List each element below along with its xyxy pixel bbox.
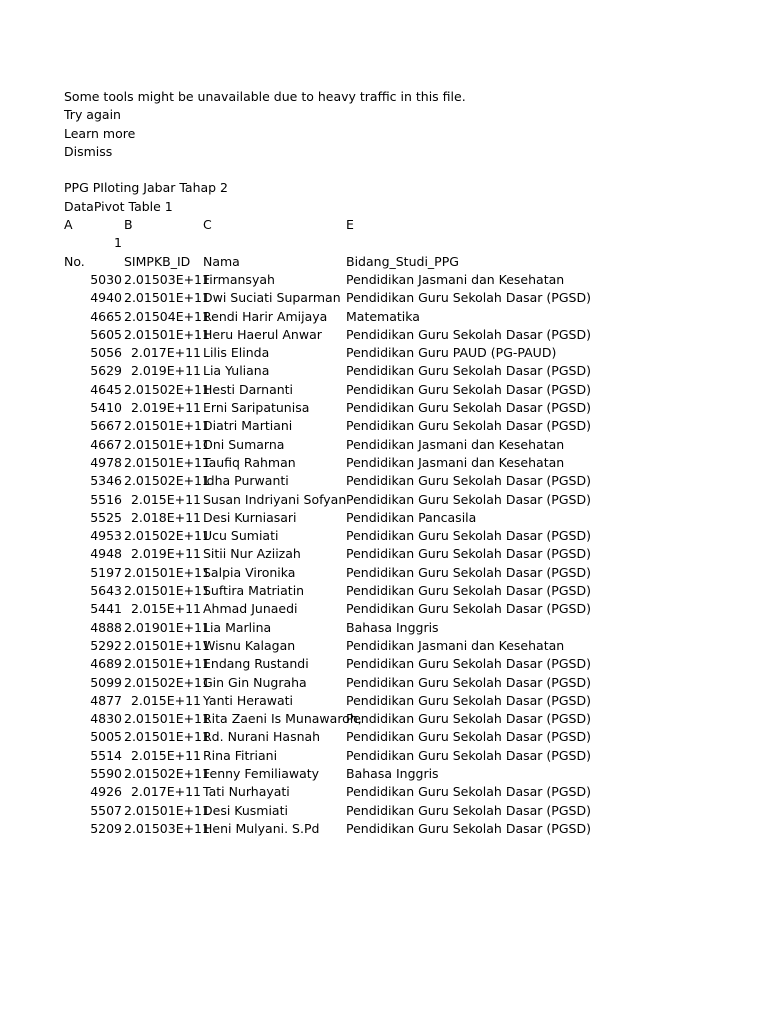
cell-bidang-studi: Bahasa Inggris <box>346 619 439 635</box>
cell-nama: Heni Mulyani. S.Pd <box>203 820 320 836</box>
cell-no: 5346 <box>90 473 122 489</box>
cell-simpkb-id: 2.01502E+11 <box>124 528 210 544</box>
table-row <box>64 545 704 563</box>
table-row <box>64 655 704 673</box>
cell-no: 5099 <box>90 674 122 690</box>
table-row <box>64 289 704 307</box>
cell-simpkb-id: 2.01501E+11 <box>124 564 210 580</box>
document-subtitle: DataPivot Table 1 <box>64 198 173 214</box>
table-row <box>64 692 704 710</box>
cell-bidang-studi: Pendidikan Guru Sekolah Dasar (PGSD) <box>346 381 591 397</box>
dismiss-link[interactable]: Dismiss <box>64 143 113 159</box>
table-row <box>64 417 704 435</box>
header-no: No. <box>64 253 85 269</box>
cell-bidang-studi: Bahasa Inggris <box>346 765 439 781</box>
cell-nama: Hesti Darnanti <box>203 381 294 397</box>
cell-no: 4665 <box>90 308 122 324</box>
cell-simpkb-id: 2.015E+11 <box>130 747 201 763</box>
cell-nama: Susan Indriyani Sofyan <box>203 491 347 507</box>
cell-nama: Oni Sumarna <box>203 436 285 452</box>
cell-bidang-studi: Pendidikan Guru Sekolah Dasar (PGSD) <box>346 491 591 507</box>
cell-nama: Rina Fitriani <box>203 747 278 763</box>
table-row <box>64 381 704 399</box>
table-row <box>64 674 704 692</box>
cell-simpkb-id: 2.01502E+11 <box>124 473 210 489</box>
table-row <box>64 399 704 417</box>
cell-no: 5643 <box>90 583 122 599</box>
header-bidang-studi: Bidang_Studi_PPG <box>346 253 459 269</box>
cell-no: 4953 <box>90 528 122 544</box>
cell-nama: Endang Rustandi <box>203 656 309 672</box>
try-again-link[interactable]: Try again <box>64 107 121 123</box>
cell-bidang-studi: Pendidikan Jasmani dan Kesehatan <box>346 436 565 452</box>
cell-simpkb-id: 2.01501E+11 <box>124 583 210 599</box>
cell-bidang-studi: Pendidikan Guru Sekolah Dasar (PGSD) <box>346 564 591 580</box>
table-row <box>64 728 704 746</box>
cell-no: 4877 <box>90 692 122 708</box>
cell-nama: Suftira Matriatin <box>203 583 305 599</box>
cell-simpkb-id: 2.01501E+11 <box>124 711 210 727</box>
table-row <box>64 783 704 801</box>
learn-more-link[interactable]: Learn more <box>64 125 136 141</box>
table-row <box>64 344 704 362</box>
cell-nama: Desi Kurniasari <box>203 509 297 525</box>
cell-nama: Gin Gin Nugraha <box>203 674 307 690</box>
cell-no: 4689 <box>90 656 122 672</box>
cell-bidang-studi: Pendidikan Guru Sekolah Dasar (PGSD) <box>346 674 591 690</box>
cell-simpkb-id: 2.01501E+11 <box>124 656 210 672</box>
cell-no: 4940 <box>90 290 122 306</box>
cell-bidang-studi: Pendidikan Guru Sekolah Dasar (PGSD) <box>346 802 591 818</box>
table-row <box>64 509 704 527</box>
table-row <box>64 491 704 509</box>
table-row <box>64 710 704 728</box>
cell-nama: Ahmad Junaedi <box>203 601 298 617</box>
cell-nama: Lilis Elinda <box>203 345 270 361</box>
cell-simpkb-id: 2.018E+11 <box>130 509 201 525</box>
cell-no: 5507 <box>90 802 122 818</box>
cell-bidang-studi: Pendidikan Guru Sekolah Dasar (PGSD) <box>346 711 591 727</box>
cell-nama: Wisnu Kalagan <box>203 637 296 653</box>
cell-simpkb-id: 2.01501E+11 <box>124 454 210 470</box>
cell-no: 5525 <box>90 509 122 525</box>
row-number-row <box>64 234 704 252</box>
cell-simpkb-id: 2.015E+11 <box>130 692 201 708</box>
cell-bidang-studi: Matematika <box>346 308 420 324</box>
cell-nama: Heru Haerul Anwar <box>203 326 322 342</box>
table-body <box>64 271 704 838</box>
cell-no: 4888 <box>90 619 122 635</box>
cell-no: 4948 <box>90 546 122 562</box>
cell-simpkb-id: 2.015E+11 <box>130 601 201 617</box>
cell-simpkb-id: 2.01502E+11 <box>124 765 210 781</box>
cell-nama: Firmansyah <box>203 271 275 287</box>
cell-no: 5410 <box>90 400 122 416</box>
cell-bidang-studi: Pendidikan Guru PAUD (PG-PAUD) <box>346 345 557 361</box>
cell-no: 4830 <box>90 711 122 727</box>
cell-no: 5209 <box>90 820 122 836</box>
cell-nama: Dwi Suciati Suparman <box>203 290 341 306</box>
cell-bidang-studi: Pendidikan Jasmani dan Kesehatan <box>346 454 565 470</box>
cell-no: 4645 <box>90 381 122 397</box>
cell-nama: Salpia Vironika <box>203 564 296 580</box>
cell-bidang-studi: Pendidikan Guru Sekolah Dasar (PGSD) <box>346 820 591 836</box>
cell-nama: Rita Zaeni Is Munawaroh, <box>203 711 362 727</box>
document-title: PPG PIloting Jabar Tahap 2 <box>64 180 229 196</box>
cell-bidang-studi: Pendidikan Guru Sekolah Dasar (PGSD) <box>346 747 591 763</box>
cell-nama: Ucu Sumiati <box>203 528 279 544</box>
table-row <box>64 436 704 454</box>
table-row <box>64 527 704 545</box>
table-row <box>64 326 704 344</box>
table-row <box>64 582 704 600</box>
cell-no: 5030 <box>90 271 122 287</box>
cell-nama: Lia Yuliana <box>203 363 270 379</box>
table-row <box>64 564 704 582</box>
cell-nama: Erni Saripatunisa <box>203 400 310 416</box>
cell-bidang-studi: Pendidikan Guru Sekolah Dasar (PGSD) <box>346 656 591 672</box>
cell-simpkb-id: 2.019E+11 <box>130 363 201 379</box>
cell-simpkb-id: 2.019E+11 <box>130 400 201 416</box>
cell-bidang-studi: Pendidikan Guru Sekolah Dasar (PGSD) <box>346 601 591 617</box>
cell-nama: Sitii Nur Aziizah <box>203 546 301 562</box>
cell-simpkb-id: 2.01901E+11 <box>124 619 210 635</box>
cell-simpkb-id: 2.01503E+11 <box>124 271 210 287</box>
spacer <box>64 161 704 179</box>
table-row <box>64 308 704 326</box>
column-letter-c: C <box>203 217 212 233</box>
cell-no: 5292 <box>90 637 122 653</box>
cell-simpkb-id: 2.01501E+11 <box>124 290 210 306</box>
cell-no: 5514 <box>90 747 122 763</box>
cell-bidang-studi: Pendidikan Jasmani dan Kesehatan <box>346 271 565 287</box>
column-letters-row <box>64 216 704 234</box>
table-header-row <box>64 253 704 271</box>
cell-no: 5441 <box>90 601 122 617</box>
cell-simpkb-id: 2.01501E+11 <box>124 729 210 745</box>
row-number: 1 <box>114 235 122 251</box>
cell-bidang-studi: Pendidikan Guru Sekolah Dasar (PGSD) <box>346 784 591 800</box>
table-row <box>64 637 704 655</box>
cell-simpkb-id: 2.01501E+11 <box>124 637 210 653</box>
table-row <box>64 765 704 783</box>
cell-no: 5197 <box>90 564 122 580</box>
cell-no: 5629 <box>90 363 122 379</box>
cell-simpkb-id: 2.019E+11 <box>130 546 201 562</box>
cell-nama: Desi Kusmiati <box>203 802 288 818</box>
table-row <box>64 619 704 637</box>
column-letter-e: E <box>346 217 354 233</box>
cell-simpkb-id: 2.01502E+11 <box>124 381 210 397</box>
cell-bidang-studi: Pendidikan Guru Sekolah Dasar (PGSD) <box>346 546 591 562</box>
cell-simpkb-id: 2.01501E+11 <box>124 418 210 434</box>
cell-bidang-studi: Pendidikan Guru Sekolah Dasar (PGSD) <box>346 528 591 544</box>
cell-simpkb-id: 2.015E+11 <box>130 491 201 507</box>
table-row <box>64 362 704 380</box>
table-row <box>64 747 704 765</box>
cell-simpkb-id: 2.01503E+11 <box>124 820 210 836</box>
cell-bidang-studi: Pendidikan Jasmani dan Kesehatan <box>346 637 565 653</box>
cell-nama: Fenny Femiliawaty <box>203 765 320 781</box>
traffic-notice-message: Some tools might be unavailable due to heavy traffic in this file. <box>64 89 466 104</box>
cell-nama: Tati Nurhayati <box>203 784 290 800</box>
document-page <box>64 88 704 838</box>
cell-no: 4667 <box>90 436 122 452</box>
cell-bidang-studi: Pendidikan Guru Sekolah Dasar (PGSD) <box>346 326 591 342</box>
cell-bidang-studi: Pendidikan Guru Sekolah Dasar (PGSD) <box>346 692 591 708</box>
table-row <box>64 454 704 472</box>
table-row <box>64 472 704 490</box>
header-simpkb-id: SIMPKB_ID <box>124 253 191 269</box>
cell-bidang-studi: Pendidikan Guru Sekolah Dasar (PGSD) <box>346 729 591 745</box>
cell-bidang-studi: Pendidikan Guru Sekolah Dasar (PGSD) <box>346 473 591 489</box>
cell-no: 5605 <box>90 326 122 342</box>
cell-nama: Diatri Martiani <box>203 418 293 434</box>
cell-simpkb-id: 2.01502E+11 <box>124 674 210 690</box>
cell-no: 4926 <box>90 784 122 800</box>
cell-nama: Taufiq Rahman <box>203 454 296 470</box>
cell-bidang-studi: Pendidikan Guru Sekolah Dasar (PGSD) <box>346 583 591 599</box>
cell-no: 5516 <box>90 491 122 507</box>
cell-simpkb-id: 2.017E+11 <box>130 345 201 361</box>
header-nama: Nama <box>203 253 240 269</box>
cell-nama: Yanti Herawati <box>203 692 293 708</box>
cell-simpkb-id: 2.01501E+11 <box>124 436 210 452</box>
cell-nama: Lia Marlina <box>203 619 272 635</box>
cell-no: 4978 <box>90 454 122 470</box>
table-row <box>64 802 704 820</box>
cell-simpkb-id: 2.01501E+11 <box>124 802 210 818</box>
cell-nama: Rendi Harir Amijaya <box>203 308 328 324</box>
cell-bidang-studi: Pendidikan Guru Sekolah Dasar (PGSD) <box>346 290 591 306</box>
cell-nama: Rd. Nurani Hasnah <box>203 729 321 745</box>
cell-bidang-studi: Pendidikan Guru Sekolah Dasar (PGSD) <box>346 363 591 379</box>
table-row <box>64 820 704 838</box>
cell-bidang-studi: Pendidikan Pancasila <box>346 509 477 525</box>
table-row <box>64 271 704 289</box>
cell-no: 5005 <box>90 729 122 745</box>
cell-simpkb-id: 2.01501E+11 <box>124 326 210 342</box>
cell-bidang-studi: Pendidikan Guru Sekolah Dasar (PGSD) <box>346 400 591 416</box>
table-row <box>64 600 704 618</box>
column-letter-b: B <box>124 217 133 233</box>
cell-simpkb-id: 2.017E+11 <box>130 784 201 800</box>
cell-nama: Idha Purwanti <box>203 473 289 489</box>
cell-bidang-studi: Pendidikan Guru Sekolah Dasar (PGSD) <box>346 418 591 434</box>
cell-simpkb-id: 2.01504E+11 <box>124 308 210 324</box>
cell-no: 5056 <box>90 345 122 361</box>
column-letter-a: A <box>64 217 73 233</box>
cell-no: 5667 <box>90 418 122 434</box>
cell-no: 5590 <box>90 765 122 781</box>
